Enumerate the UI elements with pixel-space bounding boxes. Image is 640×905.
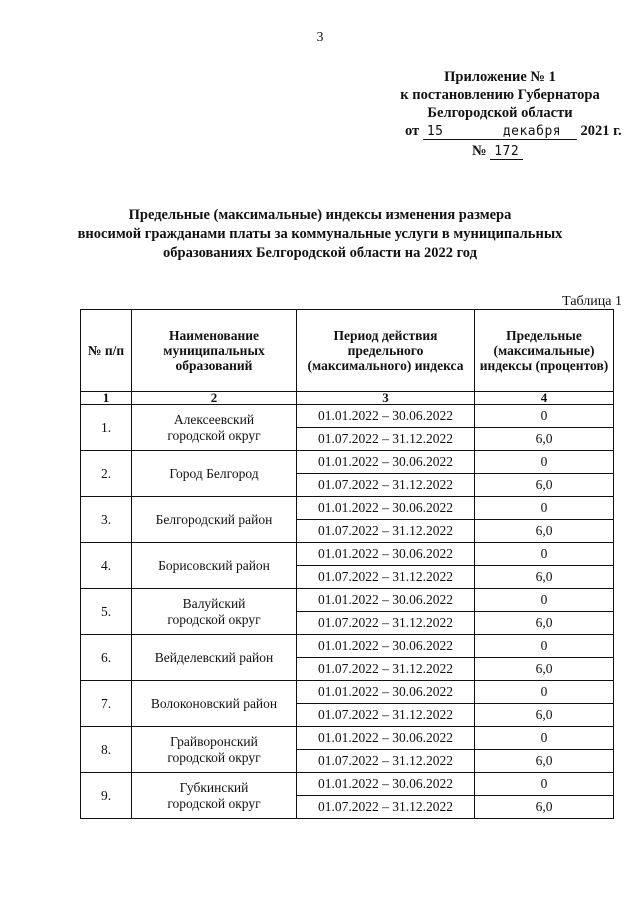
appendix-number: [472, 143, 523, 160]
index-value: 0: [475, 497, 614, 520]
row-number: 6.: [81, 635, 132, 681]
column-number: 3: [297, 392, 475, 405]
period-cell: 01.07.2022 – 31.12.2022: [297, 520, 475, 543]
period-cell: 01.07.2022 – 31.12.2022: [297, 704, 475, 727]
table-row: [81, 451, 614, 474]
municipality-name-line: городской округ: [167, 427, 261, 443]
municipality-name: Вейделевский район: [132, 635, 297, 681]
index-value: 0: [475, 635, 614, 658]
period-cell: 01.07.2022 – 31.12.2022: [297, 658, 475, 681]
table-row: [81, 589, 614, 612]
municipality-name-line: Грайворонский: [170, 733, 258, 749]
municipality-name-line: городской округ: [167, 749, 261, 765]
header-index: Предельные (максимальные) индексы (процентов): [475, 310, 614, 392]
municipality-name: Борисовский район: [132, 543, 297, 589]
period-cell: 01.07.2022 – 31.12.2022: [297, 796, 475, 819]
column-number-row: [81, 392, 614, 405]
table-row: [81, 773, 614, 796]
index-value: 0: [475, 405, 614, 428]
table-row: [81, 727, 614, 750]
municipality-name-line: Алексеевский: [173, 411, 255, 427]
index-value: 0: [475, 681, 614, 704]
period-cell: 01.01.2022 – 30.06.2022: [297, 635, 475, 658]
period-cell: 01.01.2022 – 30.06.2022: [297, 589, 475, 612]
row-number: 8.: [81, 727, 132, 773]
period-cell: 01.07.2022 – 31.12.2022: [297, 566, 475, 589]
index-value: 6,0: [475, 474, 614, 497]
period-cell: 01.01.2022 – 30.06.2022: [297, 497, 475, 520]
period-cell: 01.01.2022 – 30.06.2022: [297, 773, 475, 796]
table-row: [81, 405, 614, 428]
municipality-name-line: городской округ: [167, 795, 261, 811]
table-row: [81, 681, 614, 704]
document-title: [40, 206, 600, 263]
period-cell: 01.07.2022 – 31.12.2022: [297, 474, 475, 497]
header-num: № п/п: [81, 310, 132, 392]
appendix-region: Белгородской области: [427, 105, 573, 121]
municipality-name: [132, 773, 297, 819]
index-value: 6,0: [475, 750, 614, 773]
table-caption: Таблица 1: [562, 294, 622, 309]
period-cell: 01.07.2022 – 31.12.2022: [297, 750, 475, 773]
table-row: [81, 635, 614, 658]
index-value: 0: [475, 773, 614, 796]
title-line-2: вносимой гражданами платы за коммунальные услуги в муниципальных: [77, 226, 563, 242]
row-number: 9.: [81, 773, 132, 819]
number-value: 172: [490, 144, 523, 160]
title-line-1: Предельные (максимальные) индексы изменения размера: [128, 207, 512, 223]
index-value: 0: [475, 451, 614, 474]
appendix-date: [405, 123, 622, 140]
index-value: 6,0: [475, 612, 614, 635]
municipality-name-line: городской округ: [167, 611, 261, 627]
index-value: 6,0: [475, 704, 614, 727]
period-cell: 01.01.2022 – 30.06.2022: [297, 543, 475, 566]
column-number: 2: [132, 392, 297, 405]
municipality-name: Волоконовский район: [132, 681, 297, 727]
index-value: 0: [475, 589, 614, 612]
appendix-title: Приложение № 1: [444, 69, 556, 85]
header-period: Период действия предельного (максимального) индекса: [297, 310, 475, 392]
period-cell: 01.01.2022 – 30.06.2022: [297, 405, 475, 428]
date-prefix: от: [405, 123, 420, 139]
index-value: 0: [475, 543, 614, 566]
index-value: 0: [475, 727, 614, 750]
number-prefix: №: [472, 143, 487, 159]
row-number: 1.: [81, 405, 132, 451]
index-value: 6,0: [475, 520, 614, 543]
table-row: [81, 497, 614, 520]
row-number: 3.: [81, 497, 132, 543]
page-number: 3: [316, 30, 324, 45]
municipality-name: [132, 727, 297, 773]
period-cell: 01.01.2022 – 30.06.2022: [297, 451, 475, 474]
period-cell: 01.07.2022 – 31.12.2022: [297, 612, 475, 635]
period-cell: 01.07.2022 – 31.12.2022: [297, 428, 475, 451]
municipality-name: Город Белгород: [132, 451, 297, 497]
municipality-name: [132, 405, 297, 451]
indices-table: [80, 309, 614, 819]
index-value: 6,0: [475, 796, 614, 819]
date-month: декабря: [499, 124, 577, 140]
row-number: 2.: [81, 451, 132, 497]
table-row: [81, 543, 614, 566]
appendix-resolution: к постановлению Губернатора: [400, 87, 600, 103]
date-day: 15: [423, 124, 499, 140]
row-number: 5.: [81, 589, 132, 635]
municipality-name-line: Губкинский: [179, 779, 249, 795]
index-value: 6,0: [475, 566, 614, 589]
index-value: 6,0: [475, 428, 614, 451]
row-number: 4.: [81, 543, 132, 589]
table-header-row: [81, 310, 614, 392]
municipality-name: Белгородский район: [132, 497, 297, 543]
header-name: Наименование муниципальных образований: [132, 310, 297, 392]
municipality-name-line: Валуйский: [182, 595, 246, 611]
date-year: 2021 г.: [580, 123, 622, 139]
appendix-header: [380, 68, 620, 122]
column-number: 1: [81, 392, 132, 405]
period-cell: 01.01.2022 – 30.06.2022: [297, 681, 475, 704]
column-number: 4: [475, 392, 614, 405]
municipality-name: [132, 589, 297, 635]
row-number: 7.: [81, 681, 132, 727]
index-value: 6,0: [475, 658, 614, 681]
title-line-3: образованиях Белгородской области на 2022 год: [163, 245, 477, 261]
period-cell: 01.01.2022 – 30.06.2022: [297, 727, 475, 750]
